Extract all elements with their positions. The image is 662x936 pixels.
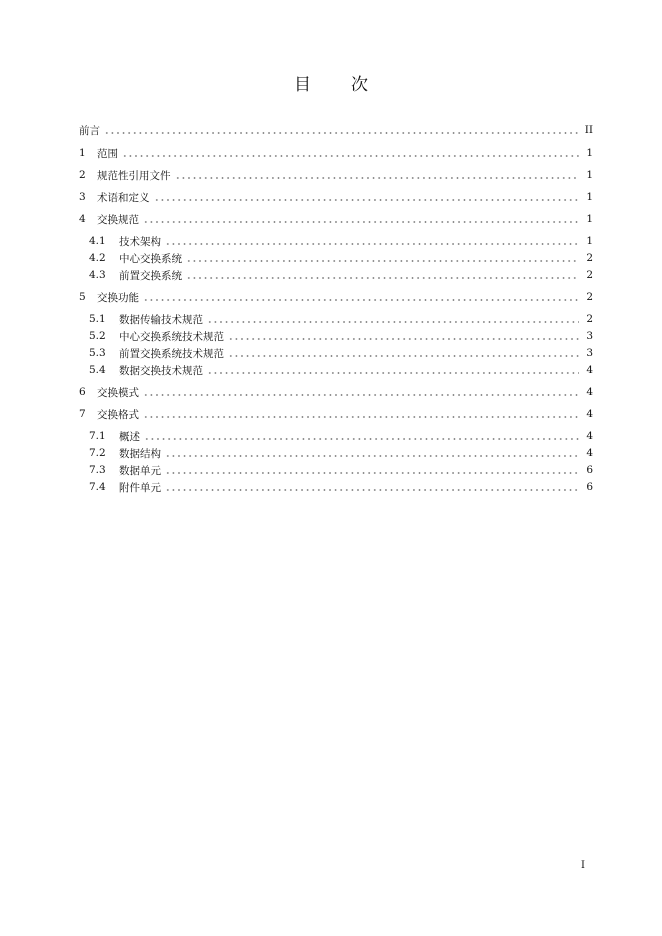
toc-entry-label: 前置交换系统 (119, 269, 182, 282)
toc-entry[interactable] (89, 428, 593, 444)
dot-leader (104, 132, 579, 134)
toc-entry-label: 规范性引用文件 (97, 169, 171, 182)
toc-entry-number: 4.1 (89, 235, 106, 247)
toc-entry-page: 2 (586, 252, 593, 264)
toc-entry[interactable] (79, 289, 593, 305)
dot-leader (154, 199, 580, 201)
toc-entry-page: 4 (586, 430, 593, 442)
toc-entry-number: 5.1 (89, 313, 106, 325)
page-title (0, 70, 662, 95)
toc-entry-page: 4 (586, 386, 593, 398)
toc-entry-number: 5.2 (89, 330, 106, 342)
toc-entry-label: 中心交换系统 (119, 252, 182, 265)
toc-entry-number: 4.2 (89, 252, 106, 264)
toc-entry-page: 1 (586, 235, 593, 247)
toc-entry-label: 范围 (97, 147, 118, 160)
toc-entry-page: 4 (586, 364, 593, 376)
toc-entry-number: 7.1 (89, 430, 106, 442)
toc-entry[interactable] (89, 328, 593, 344)
toc-entry-page: 1 (586, 213, 593, 225)
toc-entry[interactable] (79, 122, 593, 138)
dot-leader (207, 321, 579, 323)
toc-entry-label: 附件单元 (119, 481, 161, 494)
dot-leader (143, 299, 579, 301)
toc-entry-label: 数据交换技术规范 (119, 364, 203, 377)
toc-entry-number: 4.3 (89, 269, 106, 281)
toc-entry[interactable] (89, 250, 593, 266)
toc-entry[interactable] (89, 233, 593, 249)
dot-leader (143, 394, 579, 396)
dot-leader (144, 438, 579, 440)
toc-entry[interactable] (89, 362, 593, 378)
toc-entry-label: 数据单元 (119, 464, 161, 477)
toc-entry-label: 中心交换系统技术规范 (119, 330, 224, 343)
toc-entry-label: 交换格式 (97, 408, 139, 421)
dot-leader (175, 177, 580, 179)
toc-entry[interactable] (89, 445, 593, 461)
toc-entry-number: 6 (79, 386, 86, 398)
toc-entry-label: 前言 (79, 124, 100, 137)
toc-entry[interactable] (89, 345, 593, 361)
dot-leader (228, 338, 579, 340)
toc-entry[interactable] (79, 145, 593, 161)
toc-entry[interactable] (79, 211, 593, 227)
toc-entry-page: 3 (586, 347, 593, 359)
toc-entry[interactable] (79, 189, 593, 205)
toc-entry-label: 交换功能 (97, 291, 139, 304)
toc-entry-page: II (584, 124, 593, 136)
toc-entry-page: 2 (586, 269, 593, 281)
toc-entry-number: 4 (79, 213, 86, 225)
title-left-char: 目 (294, 75, 311, 95)
toc-entry-number: 5.4 (89, 364, 106, 376)
toc-entry-label: 概述 (119, 430, 140, 443)
dot-leader (165, 489, 579, 491)
toc-entry[interactable] (79, 406, 593, 422)
toc-entry[interactable] (89, 479, 593, 495)
toc-entry-page: 4 (586, 408, 593, 420)
dot-leader (143, 416, 579, 418)
toc-entry-number: 7.3 (89, 464, 106, 476)
toc-entry-page: 1 (586, 169, 593, 181)
page-number: I (581, 860, 585, 871)
toc-entry-number: 5.3 (89, 347, 106, 359)
toc-entry[interactable] (89, 267, 593, 283)
dot-leader (228, 355, 579, 357)
toc-entry-label: 数据结构 (119, 447, 161, 460)
toc-entry[interactable] (79, 167, 593, 183)
dot-leader (186, 260, 579, 262)
dot-leader (165, 472, 579, 474)
toc-entry-page: 4 (586, 447, 593, 459)
toc-entry-page: 1 (586, 191, 593, 203)
toc-entry-label: 前置交换系统技术规范 (119, 347, 224, 360)
toc-entry-label: 技术架构 (119, 235, 161, 248)
toc-entry[interactable] (79, 384, 593, 400)
toc-entry-page: 2 (586, 291, 593, 303)
toc-entry[interactable] (89, 462, 593, 478)
toc-entry-number: 7.4 (89, 481, 106, 493)
toc-entry-number: 2 (79, 169, 86, 181)
toc-entry-label: 数据传输技术规范 (119, 313, 203, 326)
toc-entry-page: 1 (586, 147, 593, 159)
dot-leader (165, 243, 579, 245)
title-right-char: 次 (351, 75, 368, 95)
toc-entry-label: 交换规范 (97, 213, 139, 226)
toc-entry-number: 3 (79, 191, 86, 203)
toc-entry-label: 交换模式 (97, 386, 139, 399)
toc-entry-number: 7.2 (89, 447, 106, 459)
toc-entry[interactable] (89, 311, 593, 327)
toc-entry-page: 3 (586, 330, 593, 342)
toc-entry-page: 2 (586, 313, 593, 325)
dot-leader (186, 277, 579, 279)
dot-leader (122, 155, 579, 157)
toc-entry-page: 6 (586, 464, 593, 476)
toc-entry-number: 1 (79, 147, 86, 159)
toc-entry-number: 7 (79, 408, 86, 420)
dot-leader (165, 455, 579, 457)
dot-leader (207, 372, 579, 374)
toc-entry-label: 术语和定义 (97, 191, 150, 204)
toc-entry-page: 6 (586, 481, 593, 493)
toc-entry-number: 5 (79, 291, 86, 303)
dot-leader (143, 221, 579, 223)
